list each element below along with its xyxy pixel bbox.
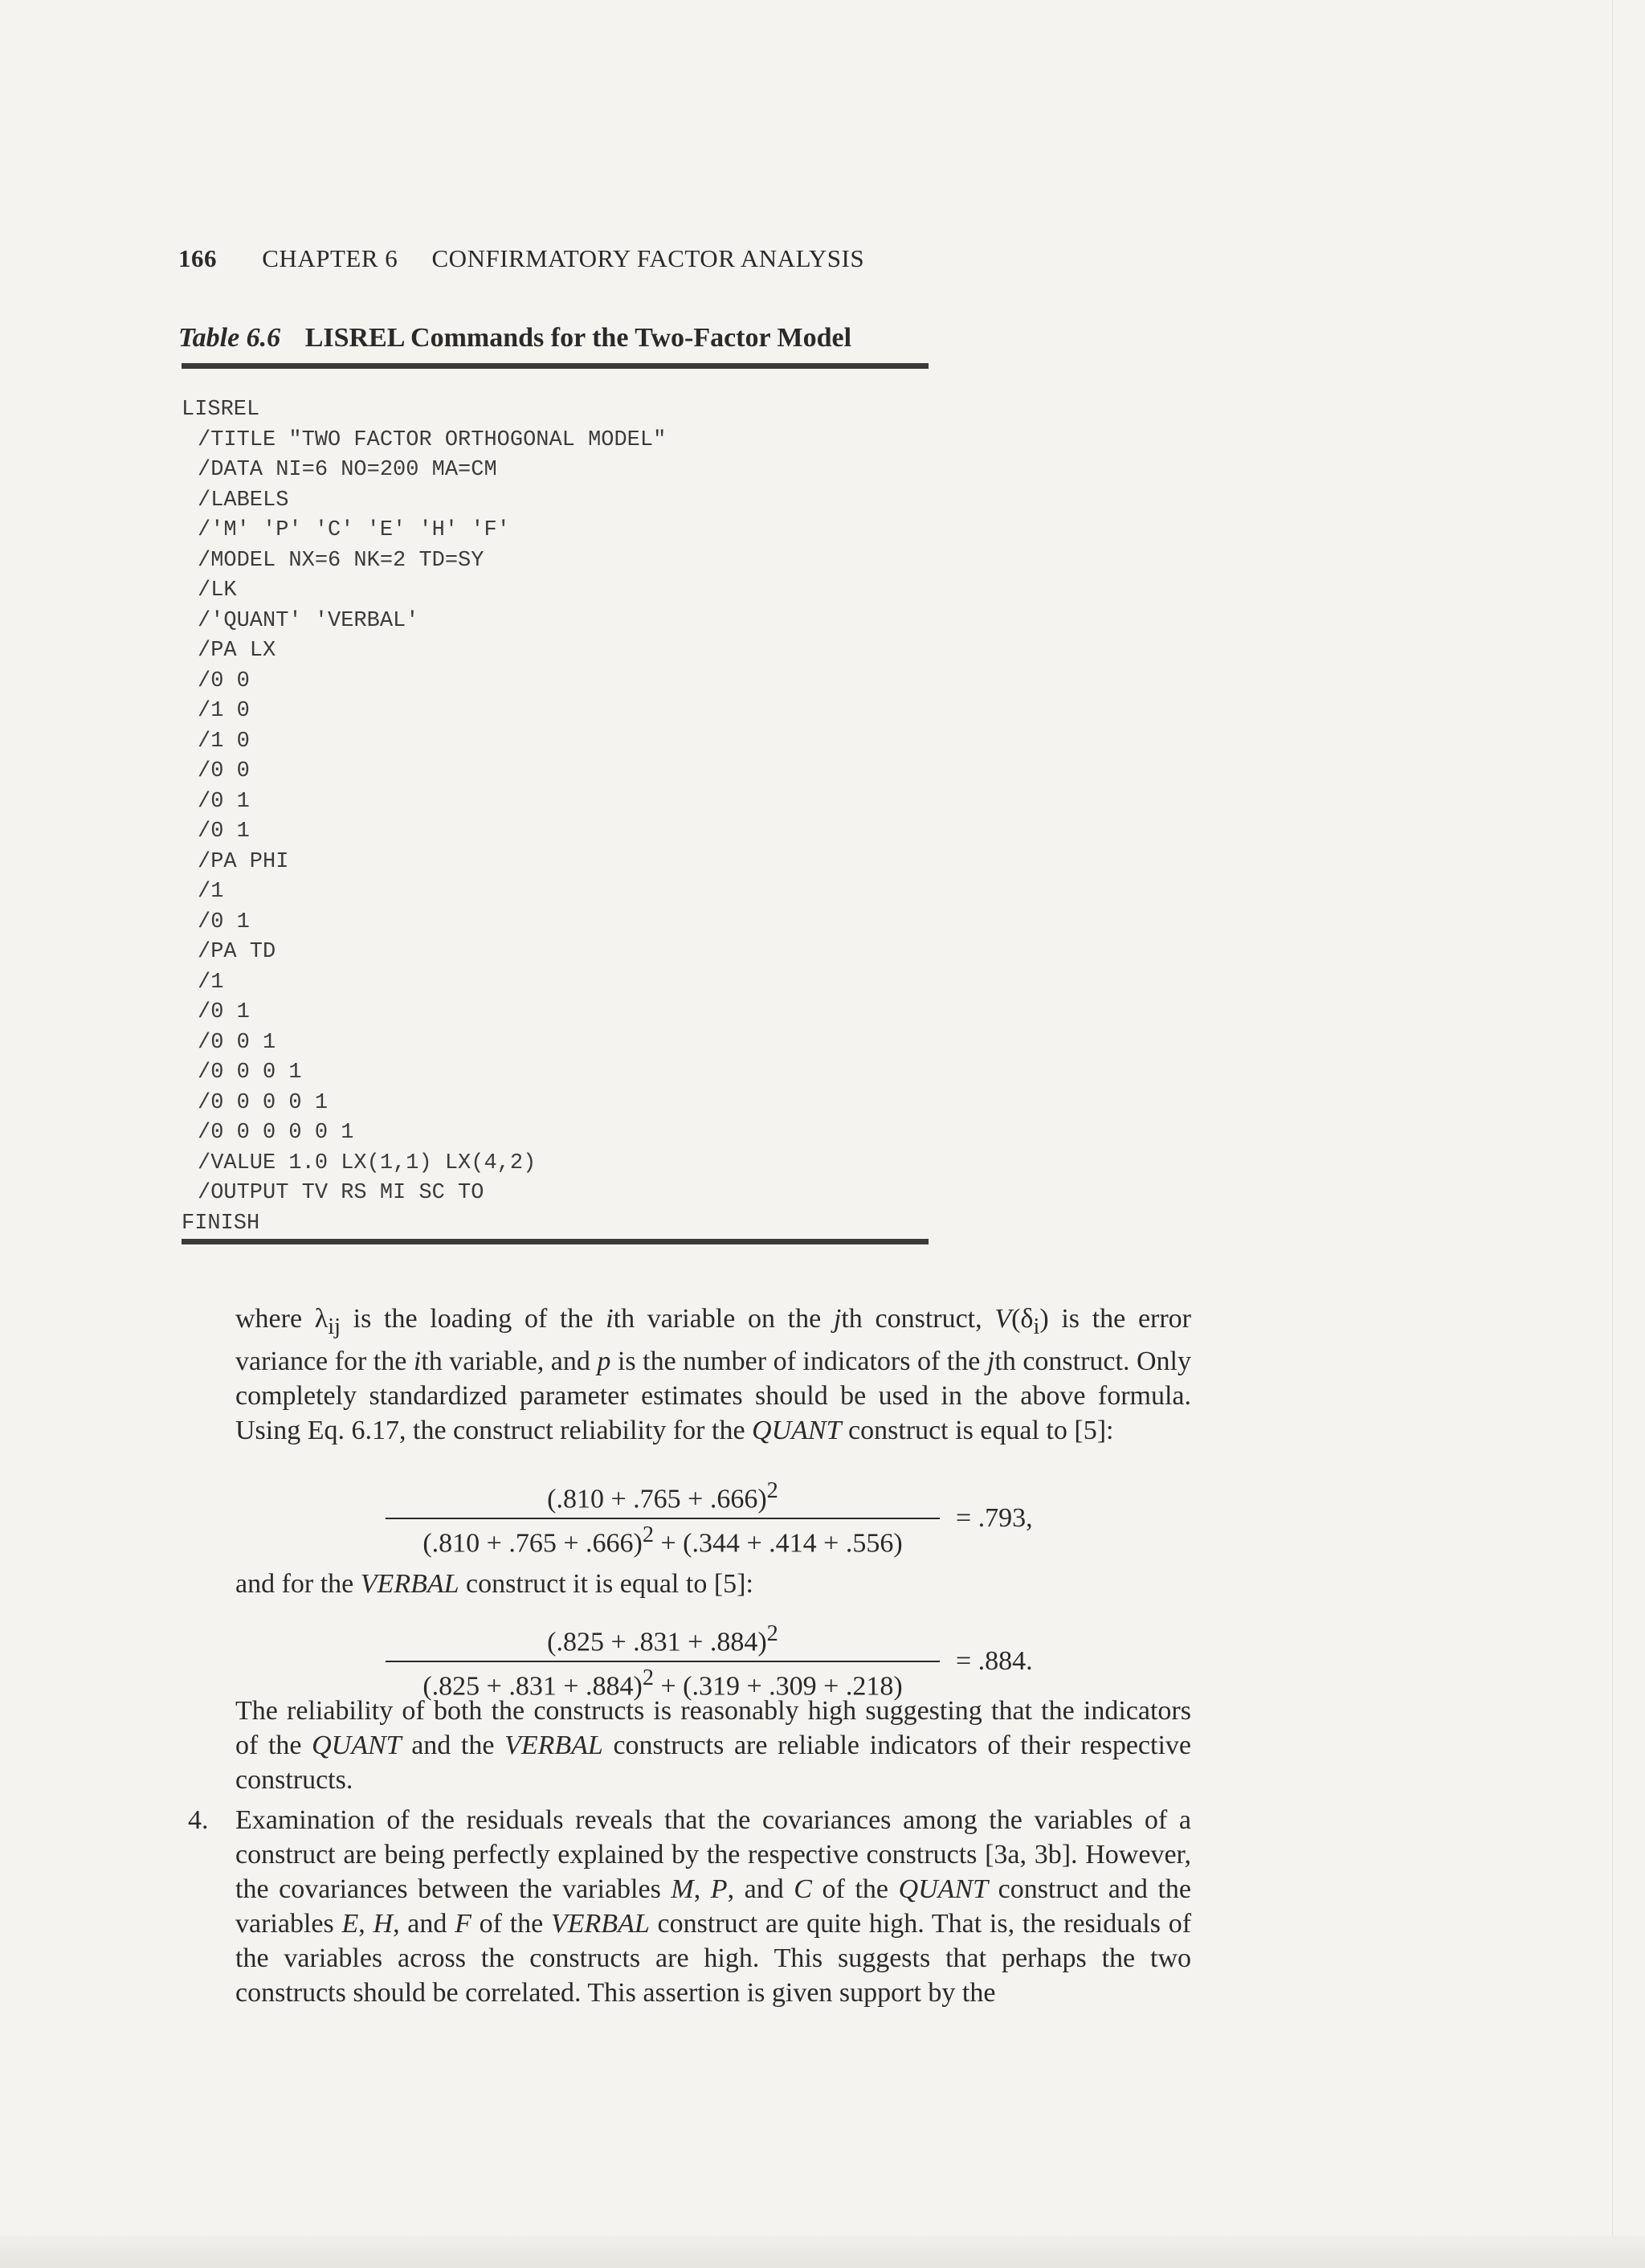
code-line: /MODEL NX=6 NK=2 TD=SY <box>198 548 484 573</box>
code-line: /LABELS <box>198 488 289 513</box>
code-line: /0 0 1 <box>198 1030 276 1055</box>
code-line: /OUTPUT TV RS MI SC TO <box>198 1181 484 1205</box>
math-var: H <box>373 1909 394 1939</box>
text-run: , and <box>727 1874 794 1904</box>
construct-name: VERBAL <box>504 1731 603 1760</box>
subscript: i <box>1033 1314 1040 1339</box>
scan-bottom-edge <box>0 2236 1645 2268</box>
code-line: /TITLE "TWO FACTOR ORTHOGONAL MODEL" <box>198 427 667 452</box>
code-line: /0 1 <box>198 1000 250 1024</box>
construct-name: VERBAL <box>551 1909 650 1939</box>
fraction <box>386 1621 940 1702</box>
exponent: 2 <box>642 1665 654 1691</box>
table-bottom-rule <box>182 1239 929 1244</box>
paragraph-reliability-conclusion <box>235 1694 1191 1797</box>
code-line: LISREL <box>182 398 260 422</box>
code-line: /PA LX <box>198 639 276 663</box>
text-run: , <box>358 1909 373 1939</box>
text-run: constructs are reliable indicators of their respective constructs. <box>235 1731 1191 1795</box>
exponent: 2 <box>766 1621 778 1646</box>
construct-name: QUANT <box>312 1731 402 1760</box>
construct-name: QUANT <box>752 1415 842 1445</box>
eq-term: (.825 + .831 + .884) <box>422 1671 643 1702</box>
code-line: /1 <box>198 880 224 904</box>
code-line: /PA TD <box>198 940 276 964</box>
text-run: th construct, <box>841 1304 995 1334</box>
math-var: C <box>794 1874 812 1904</box>
numerator <box>547 1621 778 1661</box>
code-line: /LK <box>198 578 237 603</box>
exponent: 2 <box>766 1478 778 1503</box>
eq-term: (.825 + .831 + .884) <box>547 1627 767 1657</box>
text-run: The reliability of both the constructs is reasonably high suggesting that the indicators of the <box>235 1696 1191 1760</box>
math-var: M <box>671 1874 694 1904</box>
text-run: of the <box>811 1874 899 1904</box>
numerator <box>547 1478 778 1518</box>
construct-name: QUANT <box>898 1874 989 1904</box>
equation-result: = .793, <box>956 1503 1033 1534</box>
text-run: th variable on the <box>613 1304 834 1334</box>
code-line: /VALUE 1.0 LX(1,1) LX(4,2) <box>198 1150 537 1175</box>
text-run: is the loading of the <box>340 1304 606 1334</box>
code-line: /0 0 0 1 <box>198 1060 302 1085</box>
code-line: /'QUANT' 'VERBAL' <box>198 608 419 633</box>
table-top-rule <box>182 363 929 369</box>
math-var: i <box>413 1346 422 1376</box>
code-line: /0 0 <box>198 759 250 783</box>
text-run: Examination of the residuals reveals that the covariances among the variables of a construct are being perfectly explained by the respective constructs [3a, 3b]. However, the covariances between the variables <box>235 1805 1191 1904</box>
equation-result: = .884. <box>956 1646 1033 1677</box>
text-run: ) is the error variance for the <box>235 1304 1191 1376</box>
code-line: /0 0 0 0 0 1 <box>198 1121 354 1145</box>
list-item-number: 4. <box>188 1805 209 1835</box>
table-caption <box>178 323 851 353</box>
code-line: /1 <box>198 970 224 995</box>
construct-name: VERBAL <box>360 1569 459 1599</box>
code-line: /'M' 'P' 'C' 'E' 'H' 'F' <box>198 518 510 542</box>
text-run: th construct. Only completely standardized parameter estimates should be used in the above formula. Using Eq. 6.17, the construct reliability for the <box>235 1346 1191 1445</box>
page-number: 166 <box>178 244 217 272</box>
code-line: /0 0 <box>198 668 250 693</box>
subscript: ij <box>328 1314 341 1339</box>
text-run: , <box>693 1874 711 1904</box>
code-line: FINISH <box>182 1211 260 1236</box>
text-run: th variable, and <box>421 1346 598 1376</box>
text-run: and for the <box>235 1569 361 1599</box>
lisrel-code-block <box>182 395 666 1239</box>
code-line: /0 1 <box>198 909 250 934</box>
chapter-title: CONFIRMATORY FACTOR ANALYSIS <box>431 244 865 272</box>
text-run: construct is equal to [5]: <box>841 1415 1114 1445</box>
eq-term: + (.344 + .414 + .556) <box>654 1528 903 1559</box>
paragraph-verbal-intro <box>235 1567 1191 1601</box>
math-var: j <box>986 1346 995 1376</box>
chapter-label: CHAPTER 6 <box>262 244 398 272</box>
text-run: is the number of indicators of the <box>610 1346 987 1376</box>
math-var: V <box>994 1304 1012 1334</box>
text-run: and the <box>401 1731 505 1760</box>
text-run: construct it is equal to [5]: <box>459 1569 753 1599</box>
page-edge <box>1612 0 1645 2268</box>
text-run: (δ <box>1011 1304 1034 1334</box>
code-line: /0 0 0 0 1 <box>198 1090 329 1115</box>
exponent: 2 <box>642 1522 654 1548</box>
text-run: construct are quite high. That is, the residuals of the variables across the constructs are high. This suggests that perhaps the two constructs should be correlated. This assertion is given support by the <box>235 1909 1192 2008</box>
code-line: /DATA NI=6 NO=200 MA=CM <box>198 458 497 482</box>
math-var: P <box>710 1874 728 1904</box>
code-line: /1 0 <box>198 729 250 754</box>
paragraph-residuals <box>235 1803 1191 2010</box>
eq-term: (.810 + .765 + .666) <box>547 1484 767 1514</box>
denominator <box>422 1519 902 1559</box>
code-line: /1 0 <box>198 699 250 723</box>
math-var: j <box>833 1304 842 1334</box>
equation-quant-reliability <box>386 1478 1044 1559</box>
code-line: /0 1 <box>198 819 250 844</box>
eq-term: (.810 + .765 + .666) <box>422 1528 643 1559</box>
code-line: /0 1 <box>198 789 250 814</box>
table-number: Table 6.6 <box>178 323 281 353</box>
text-run: where λ <box>235 1304 329 1334</box>
math-var: p <box>597 1346 611 1376</box>
text-run: construct and the variables <box>235 1874 1191 1939</box>
table-title: LISREL Commands for the Two-Factor Model <box>304 323 852 353</box>
running-head <box>178 244 864 273</box>
math-var: i <box>606 1304 614 1334</box>
text-run: of the <box>471 1909 551 1939</box>
fraction <box>386 1478 940 1559</box>
math-var: F <box>455 1909 471 1939</box>
paragraph-reliability-formula <box>235 1302 1191 1448</box>
eq-term: + (.319 + .309 + .218) <box>654 1671 903 1702</box>
equation-verbal-reliability <box>386 1621 1044 1702</box>
code-line: /PA PHI <box>198 849 289 874</box>
text-run: , and <box>393 1909 455 1939</box>
math-var: E <box>341 1909 359 1939</box>
